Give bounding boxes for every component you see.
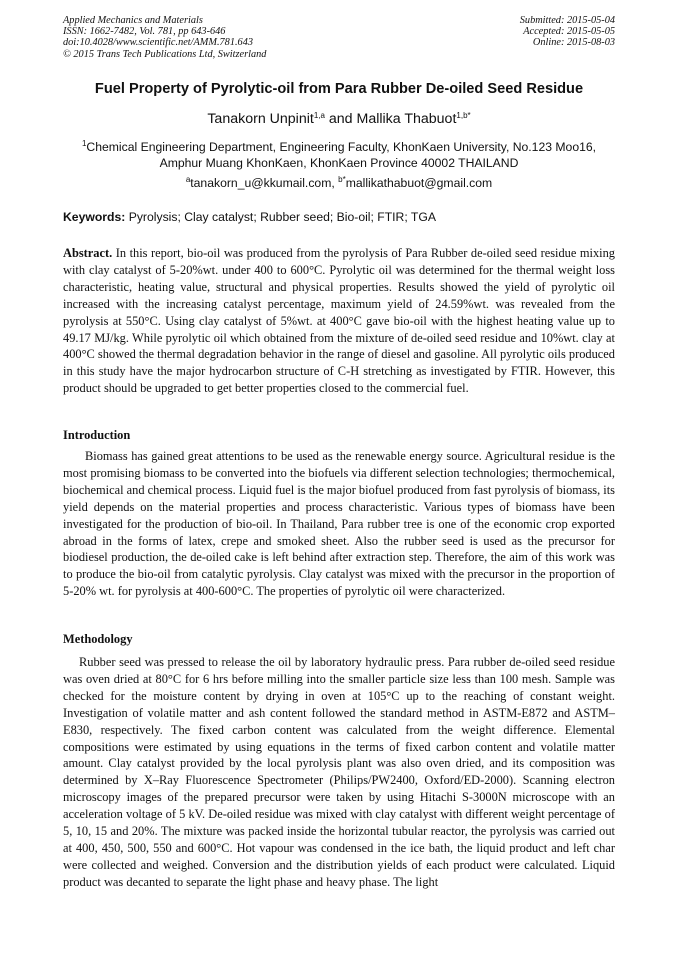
keywords-text: Pyrolysis; Clay catalyst; Rubber seed; Bio-oil; FTIR; TGA — [128, 210, 436, 224]
online-date: Online: 2015-08-03 — [532, 37, 615, 49]
author-name: Tanakorn Unpinit — [207, 111, 314, 127]
email-sup: a — [185, 175, 191, 184]
journal-copyright: © 2015 Trans Tech Publications Ltd, Switzerland — [63, 48, 267, 60]
journal-name: Applied Mechanics and Materials — [63, 15, 203, 26]
abstract-text: In this report, bio-oil was produced from the pyrolysis of Para Rubber de-oiled seed residue mixing with clay catalyst of 5-20%wt. under 400 to 600°C. Pyrolytic oil was determined for the thermal weight loss characteristic, heating value, structural and physical properties. Results showed the yield of pyrolytic oil increased with the increasing catalyst percentage, maximum yield of 24.59%wt. was revealed from the pyrolysis at 550°C. Using clay catalyst of 5%wt. at 400°C gave bio-oil with the highest heating value up to 49.17 MJ/kg. While pyrolytic oil which obtained from the mixture of de-oiled seed residue and 10%wt. clay at 400°C showed the thermal degradation behavior in the range of diesel and gasoline. All pyrolytic oils produced in this study have the major hydrocarbon structure of C-H stretching as investigated by FTIR. However, this product should be upgraded to get better properties closed to the commercial fuel. — [63, 246, 615, 396]
introduction-paragraph: Biomass has gained great attentions to be used as the renewable energy source. Agricultural residue is the most promising biomass to be converted into the biofuels via different selection technologies; thermochemical, biochemical and chemical process. Liquid fuel is the major biofuel produced from fast pyrolysis of biomass, its yield depends on the material properties and process characteristic. Various types of biomass have been investigated for the production of bio-oil. In Thailand, Para rubber tree is one of the economic crop exported abroad in the forms of latex, crepe and smoked sheet. Also the rubber seed is used as the precursor for biodiesel production, the de-oiled cake is left behind after extraction step. Therefore, the aim of this work was to produce the bio-oil from catalytic pyrolysis. Clay catalyst was mixed with the precursor in the proportion of 5-20% wt. for pyrolysis at 400-600°C. The properties of pyrolytic oil were characterized. — [63, 449, 615, 599]
journal-header — [63, 15, 266, 60]
affiliation-line — [40, 139, 638, 155]
paper-title: Fuel Property of Pyrolytic-oil from Para Rubber De-oiled Seed Residue — [94, 81, 584, 97]
affiliation-text: Chemical Engineering Department, Engineering Faculty, KhonKaen University, No.123 Moo16, — [86, 140, 597, 154]
author-line — [40, 111, 638, 127]
section-heading-introduction: Introduction — [63, 428, 131, 442]
journal-issn: ISSN: 1662-7482, Vol. 781, pp 643-646 — [63, 26, 226, 38]
author-connector: and — [324, 111, 357, 127]
affiliation — [40, 139, 638, 171]
email-sup: b* — [338, 175, 346, 184]
email-address: tanakorn_u@kkumail.com, — [190, 176, 335, 190]
affiliation-line: Amphur Muang KhonKaen, KhonKaen Province 40002 THAILAND — [159, 156, 519, 170]
author-affil-sup: 1,b* — [456, 111, 471, 120]
journal-doi: doi:10.4028/www.scientific.net/AMM.781.643 — [63, 37, 253, 49]
dates-header — [520, 15, 615, 49]
email-address: mallikathabuot@gmail.com — [345, 176, 493, 190]
submitted-date: Submitted: 2015-05-04 — [519, 15, 615, 26]
section-heading-methodology: Methodology — [63, 632, 133, 646]
keywords — [63, 210, 623, 224]
email-line — [40, 176, 638, 190]
affiliation-sup: 1 — [81, 139, 87, 148]
abstract-label: Abstract. — [63, 246, 113, 260]
author-name: Mallika Thabuot — [356, 111, 457, 127]
methodology-paragraph: Rubber seed was pressed to release the oil by laboratory hydraulic press. Para rubber de-oiled seed residue was oven dried at 80°C for 6 hrs before milling into the smaller particle size less than 100 mesh. Sample was checked for the moisture content by drying in oven at 105°C up to the reaching of constant weight. Investigation of volatile matter and ash content followed the standard method in ASTM-E872 and ASTM–E830, respectively. The fixed carbon content was calculated from the weight difference. Elemental compositions were estimated by using equations in the terms of fixed carbon content and volatile matter amount. Clay catalyst provided by the local pyrolysis plant was also oven dried, and its composition was determined by X–Ray Fluorescence Spectrometer (Philips/PW2400, Oxford/ED-2000). Scanning electron microscopy images of the prepared precursor were taken by using Hitachi S-3000N microscope with an acceleration voltage of 5 kV. De-oiled residue was mixed with clay catalyst with different weight percentage of 5, 10, 15 and 20%. The mixture was packed inside the horizontal tubular reactor, the pyrolysis was carried out at 400, 450, 500, 550 and 600°C. Hot vapour was condensed in the ice bath, the liquid product and left char were collected and weighed. Conversion and the distribution yields of each product were calculated. Liquid product was decanted to separate the light phase and heavy phase. The light — [63, 655, 615, 889]
author-affil-sup: 1,a — [313, 111, 325, 120]
accepted-date: Accepted: 2015-05-05 — [523, 26, 615, 38]
abstract — [63, 245, 615, 397]
keywords-label: Keywords: — [63, 210, 126, 224]
